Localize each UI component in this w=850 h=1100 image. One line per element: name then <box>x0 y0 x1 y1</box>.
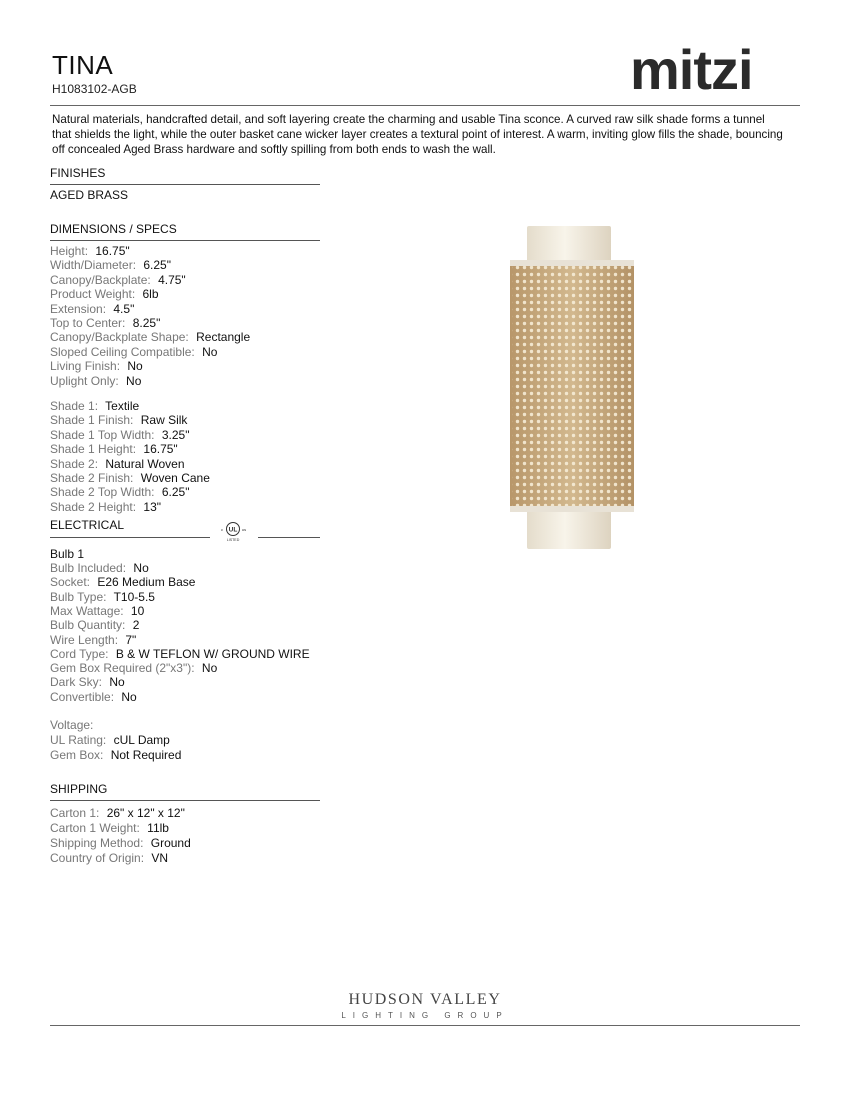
spec-value: 4.5" <box>110 301 135 316</box>
spec-value: 6.25" <box>140 258 171 273</box>
spec-row <box>50 302 134 316</box>
spec-value: 13" <box>140 499 162 514</box>
finishes-heading: FINISHES <box>50 166 106 180</box>
spec-row <box>50 633 136 647</box>
spec-row <box>50 718 97 732</box>
spec-row <box>50 345 217 359</box>
cane-weave <box>512 262 632 510</box>
product-title: TINA <box>52 50 114 80</box>
spec-row <box>50 287 159 301</box>
spec-value: 2 <box>129 618 140 633</box>
spec-label: Cord Type: <box>50 646 109 661</box>
spec-value: 7" <box>122 632 137 647</box>
spec-label: Shade 1 Top Width: <box>50 427 155 442</box>
product-description: Natural materials, handcrafted detail, and soft layering create the charming and usable Tina sconce. A curved raw silk shade forms a tunnel that shields the light, while the outer basket cane wicker layer creates a textural point of interest. A warm, inviting glow fills the shade, bouncing off concealed Aged Brass hardware and softly spilling from both ends to wash the wall. <box>52 113 783 156</box>
spec-label: Shade 1: <box>50 399 99 413</box>
spec-value: 6.25" <box>158 485 190 500</box>
spec-row <box>50 485 189 499</box>
ul-listed-icon <box>218 521 248 543</box>
spec-row <box>50 618 139 632</box>
spec-value: 6lb <box>139 287 159 302</box>
spec-label: Bulb Quantity: <box>50 618 126 633</box>
spec-label: Dark Sky: <box>50 675 103 690</box>
svg-text:c: c <box>221 527 223 532</box>
spec-row <box>50 604 144 618</box>
spec-value: 8.25" <box>129 316 161 330</box>
spec-row <box>50 561 149 575</box>
dimensions-heading: DIMENSIONS / SPECS <box>50 222 177 236</box>
spec-value: Not Required <box>107 748 182 762</box>
brand-logo: mitzi <box>630 38 753 101</box>
spec-label: Shipping Method: <box>50 836 144 850</box>
spec-label: Socket: <box>50 575 91 590</box>
spec-row <box>50 661 217 675</box>
spec-row <box>50 428 189 442</box>
spec-label: Canopy/Backplate: <box>50 272 151 287</box>
spec-row <box>50 836 191 850</box>
electrical-divider-right <box>258 537 320 538</box>
spec-label: Height: <box>50 244 89 258</box>
spec-value: No <box>198 661 218 676</box>
spec-label: Top to Center: <box>50 316 126 330</box>
spec-value: T10-5.5 <box>110 589 155 604</box>
spec-row <box>50 575 195 589</box>
spec-row <box>50 690 137 704</box>
spec-label: Shade 1 Finish: <box>50 413 134 428</box>
spec-label: Sloped Ceiling Compatible: <box>50 344 195 359</box>
spec-value: 26" x 12" x 12" <box>103 806 185 820</box>
spec-value: Woven Cane <box>137 471 210 485</box>
spec-label: UL Rating: <box>50 733 107 747</box>
spec-value: 4.75" <box>154 272 186 287</box>
spec-value: 11lb <box>143 821 169 835</box>
spec-value: No <box>118 689 137 704</box>
spec-row <box>50 748 181 762</box>
spec-label: Wire Length: <box>50 632 119 647</box>
spec-value: No <box>106 675 125 690</box>
header-divider <box>50 105 800 106</box>
spec-label: Carton 1 Weight: <box>50 821 140 835</box>
spec-value: No <box>124 359 143 374</box>
spec-row <box>50 442 178 456</box>
spec-value: No <box>198 344 218 359</box>
spec-value: B & W TEFLON W/ GROUND WIRE <box>112 646 310 661</box>
dimensions-divider <box>50 240 320 241</box>
footer-company-sub: LIGHTING GROUP <box>341 1011 509 1020</box>
spec-row <box>50 590 155 604</box>
spec-row <box>50 258 171 272</box>
spec-value: 3.25" <box>158 427 190 442</box>
spec-row <box>50 413 187 427</box>
spec-label: Canopy/Backplate Shape: <box>50 330 189 345</box>
footer-divider <box>50 1025 800 1026</box>
shipping-divider <box>50 800 320 801</box>
electrical-divider <box>50 537 210 538</box>
spec-label: Bulb Included: <box>50 561 127 575</box>
spec-value: cUL Damp <box>110 733 170 747</box>
spec-label: Convertible: <box>50 689 115 704</box>
spec-row <box>50 244 130 258</box>
spec-label: Max Wattage: <box>50 603 124 618</box>
spec-label: Carton 1: <box>50 806 100 820</box>
spec-row <box>50 374 141 388</box>
bulb-heading: Bulb 1 <box>50 547 85 561</box>
spec-label: Shade 2: <box>50 456 99 471</box>
spec-value: VN <box>148 851 169 865</box>
product-sku: H1083102-AGB <box>52 82 137 96</box>
spec-value: No <box>130 561 149 575</box>
spec-row <box>50 851 168 865</box>
spec-label: Gem Box: <box>50 748 104 762</box>
spec-label: Shade 2 Height: <box>50 499 137 514</box>
spec-value: Ground <box>147 836 191 850</box>
spec-row <box>50 647 310 661</box>
spec-row <box>50 806 185 820</box>
spec-value: Raw Silk <box>137 413 188 428</box>
spec-label: Product Weight: <box>50 287 136 302</box>
spec-value: Textile <box>102 399 140 413</box>
spec-row <box>50 316 160 330</box>
spec-value: 16.75" <box>140 442 178 457</box>
spec-label: Voltage: <box>50 718 94 732</box>
spec-value: No <box>122 373 142 388</box>
spec-row <box>50 273 186 287</box>
spec-label: Extension: <box>50 301 107 316</box>
spec-label: Gem Box Required (2"x3"): <box>50 661 195 676</box>
spec-row <box>50 359 143 373</box>
spec-label: Bulb Type: <box>50 589 107 604</box>
product-image <box>500 222 640 554</box>
spec-value: Natural Woven <box>102 456 185 471</box>
spec-row <box>50 675 125 689</box>
spec-row <box>50 457 185 471</box>
spec-row <box>50 399 139 413</box>
spec-label: Width/Diameter: <box>50 258 137 273</box>
spec-label: Country of Origin: <box>50 851 145 865</box>
spec-value: 10 <box>127 603 145 618</box>
spec-row <box>50 500 161 514</box>
finishes-divider <box>50 184 320 185</box>
svg-text:us: us <box>241 527 247 532</box>
spec-row <box>50 330 250 344</box>
shipping-heading: SHIPPING <box>50 782 108 796</box>
spec-row <box>50 821 169 835</box>
spec-value: Rectangle <box>192 330 251 345</box>
spec-value: E26 Medium Base <box>94 575 196 590</box>
spec-label: Shade 2 Top Width: <box>50 485 155 500</box>
spec-row <box>50 733 170 747</box>
footer-company-name: HUDSON VALLEY <box>348 991 502 1008</box>
spec-label: Uplight Only: <box>50 373 119 388</box>
spec-label: Shade 2 Finish: <box>50 471 134 485</box>
spec-label: Living Finish: <box>50 359 121 374</box>
finish-value: AGED BRASS <box>50 188 129 202</box>
svg-text:UL: UL <box>228 526 238 534</box>
spec-label: Shade 1 Height: <box>50 442 137 457</box>
electrical-heading: ELECTRICAL <box>50 518 125 532</box>
svg-text:LISTED: LISTED <box>226 538 240 542</box>
spec-row <box>50 471 210 485</box>
spec-value: 16.75" <box>92 244 130 258</box>
